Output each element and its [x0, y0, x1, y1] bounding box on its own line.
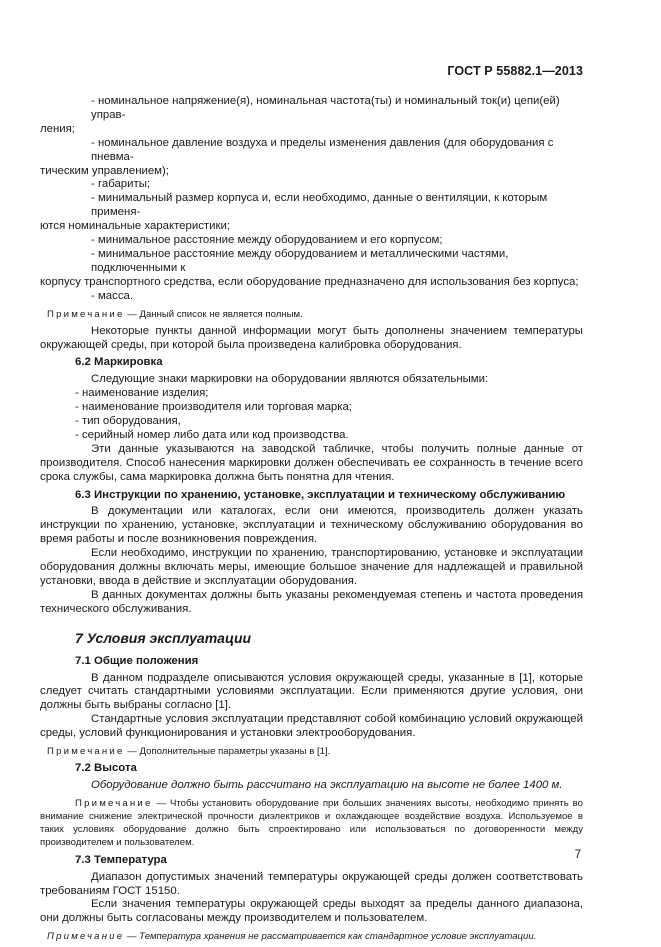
- list-item: - габариты;: [91, 178, 151, 191]
- page-body: [40, 95, 583, 947]
- list-item: - минимальное расстояние между оборудованием и металлическими частями, подключенными к: [91, 247, 509, 274]
- note-label: Примечание: [75, 797, 153, 809]
- paragraph: Стандартные условия эксплуатации представляют собой комбинацию условий окружающей среды, условий функционирования и установки электрооборудования.: [40, 713, 583, 740]
- list-item: - наименование производителя или торговая марка;: [75, 401, 352, 414]
- paragraph: Если значения температуры окружающей среды выходят за пределы данного диапазона, они должны быть согласованы между производителем и пользователем.: [40, 898, 583, 925]
- section-heading-6-2: 6.2 Маркировка: [75, 356, 163, 369]
- list-item-continuation: тическим управлением);: [40, 164, 169, 177]
- note-text: — Дополнительные параметры указаны в [1].: [127, 746, 331, 758]
- note: [40, 745, 583, 758]
- page-number: 7: [574, 849, 581, 861]
- list-item: - минимальное расстояние между оборудованием и его корпусом;: [91, 234, 443, 247]
- section-heading-7-3: 7.3 Температура: [75, 853, 167, 866]
- note-text: — Данный список не является полным.: [127, 308, 303, 320]
- paragraph: Оборудование должно быть рассчитано на эксплуатацию на высоте не более 1400 м.: [91, 778, 563, 791]
- paragraph: В данных документах должны быть указаны рекомендуемая степень и частота проведения технического обслуживания.: [40, 588, 583, 615]
- list-item: - масса.: [91, 289, 134, 302]
- standard-code-header: ГОСТ Р 55882.1—2013: [447, 64, 583, 78]
- list-item: - серийный номер либо дата или код производства.: [75, 428, 349, 441]
- paragraph: Следующие знаки маркировки на оборудовании являются обязательными:: [91, 373, 489, 386]
- list-item: - номинальное давление воздуха и пределы изменения давления (для оборудования с пневма-: [91, 136, 554, 163]
- note: [40, 930, 583, 943]
- list-item: - тип оборудования,: [75, 415, 181, 428]
- section-heading-7-1: 7.1 Общие положения: [75, 654, 199, 667]
- list-item-continuation: ются номинальные характеристики;: [40, 220, 231, 233]
- note: [40, 308, 583, 321]
- paragraph: Эти данные указываются на заводской табличке, чтобы получить полные данные от производителя. Способ нанесения маркировки должен обеспечивать ее сохранность в течение всего срока службы, сама маркировка должна быть понятна для чтения.: [40, 442, 583, 483]
- note-text: — Температура хранения не рассматривается как стандартное условие эксплуатации.: [126, 931, 537, 943]
- paragraph: Диапазон допустимых значений температуры окружающей среды должен соответствовать требованиям ГОСТ 15150.: [40, 870, 583, 897]
- note: [40, 797, 583, 850]
- note-label: Примечание: [47, 308, 125, 320]
- note-label: Примечание: [47, 746, 125, 758]
- section-heading-7: 7 Условия эксплуатации: [75, 629, 252, 646]
- note-label: Примечание: [47, 931, 125, 943]
- paragraph: В данном подразделе описываются условия окружающей среды, указанные в [1], которые следует считать стандартными условиями эксплуатации. Если применяются другие условия, они должны быть выбраны согласно [1].: [40, 671, 583, 712]
- paragraph: В документации или каталогах, если они имеются, производитель должен указать инструкции по хранению, установке, эксплуатации и техническому обслуживанию оборудования во время работы и после возникновения повреждения.: [40, 505, 583, 546]
- list-item: - наименование изделия;: [75, 387, 209, 400]
- list-item-continuation: корпусу транспортного средства, если оборудование предназначено для использования без корпуса;: [40, 275, 579, 288]
- paragraph: Некоторые пункты данной информации могут быть дополнены значением температуры окружающей среды, при которой была произведена калибровка оборудования.: [40, 324, 583, 351]
- section-heading-6-3: 6.3 Инструкции по хранению, установке, эксплуатации и техническому обслуживанию: [75, 488, 566, 501]
- list-item: - номинальное напряжение(я), номинальная частота(ты) и номинальный ток(и) цепи(ей) управ-: [91, 95, 560, 121]
- list-item: - минимальный размер корпуса и, если необходимо, данные о вентиляции, к которым применя-: [91, 192, 548, 219]
- paragraph: Если необходимо, инструкции по хранению, транспортированию, установке и эксплуатации оборудования должны включать меры, имеющие большое значение для надлежащей и правильной установки, ввода в действие и эксплуатации оборудования.: [40, 547, 583, 587]
- list-item-continuation: ления;: [40, 122, 75, 135]
- note-text: — Чтобы установить оборудование при больших значениях высоты, необходимо принять во внимание снижение электрической прочности диэлектриков и охлаждающее воздействие воздуха. Используемое в таких условиях оборудование должно быть спроектировано или использоваться по договоренности между производителем и пользователем.: [40, 797, 583, 849]
- section-heading-7-2: 7.2 Высота: [75, 762, 137, 775]
